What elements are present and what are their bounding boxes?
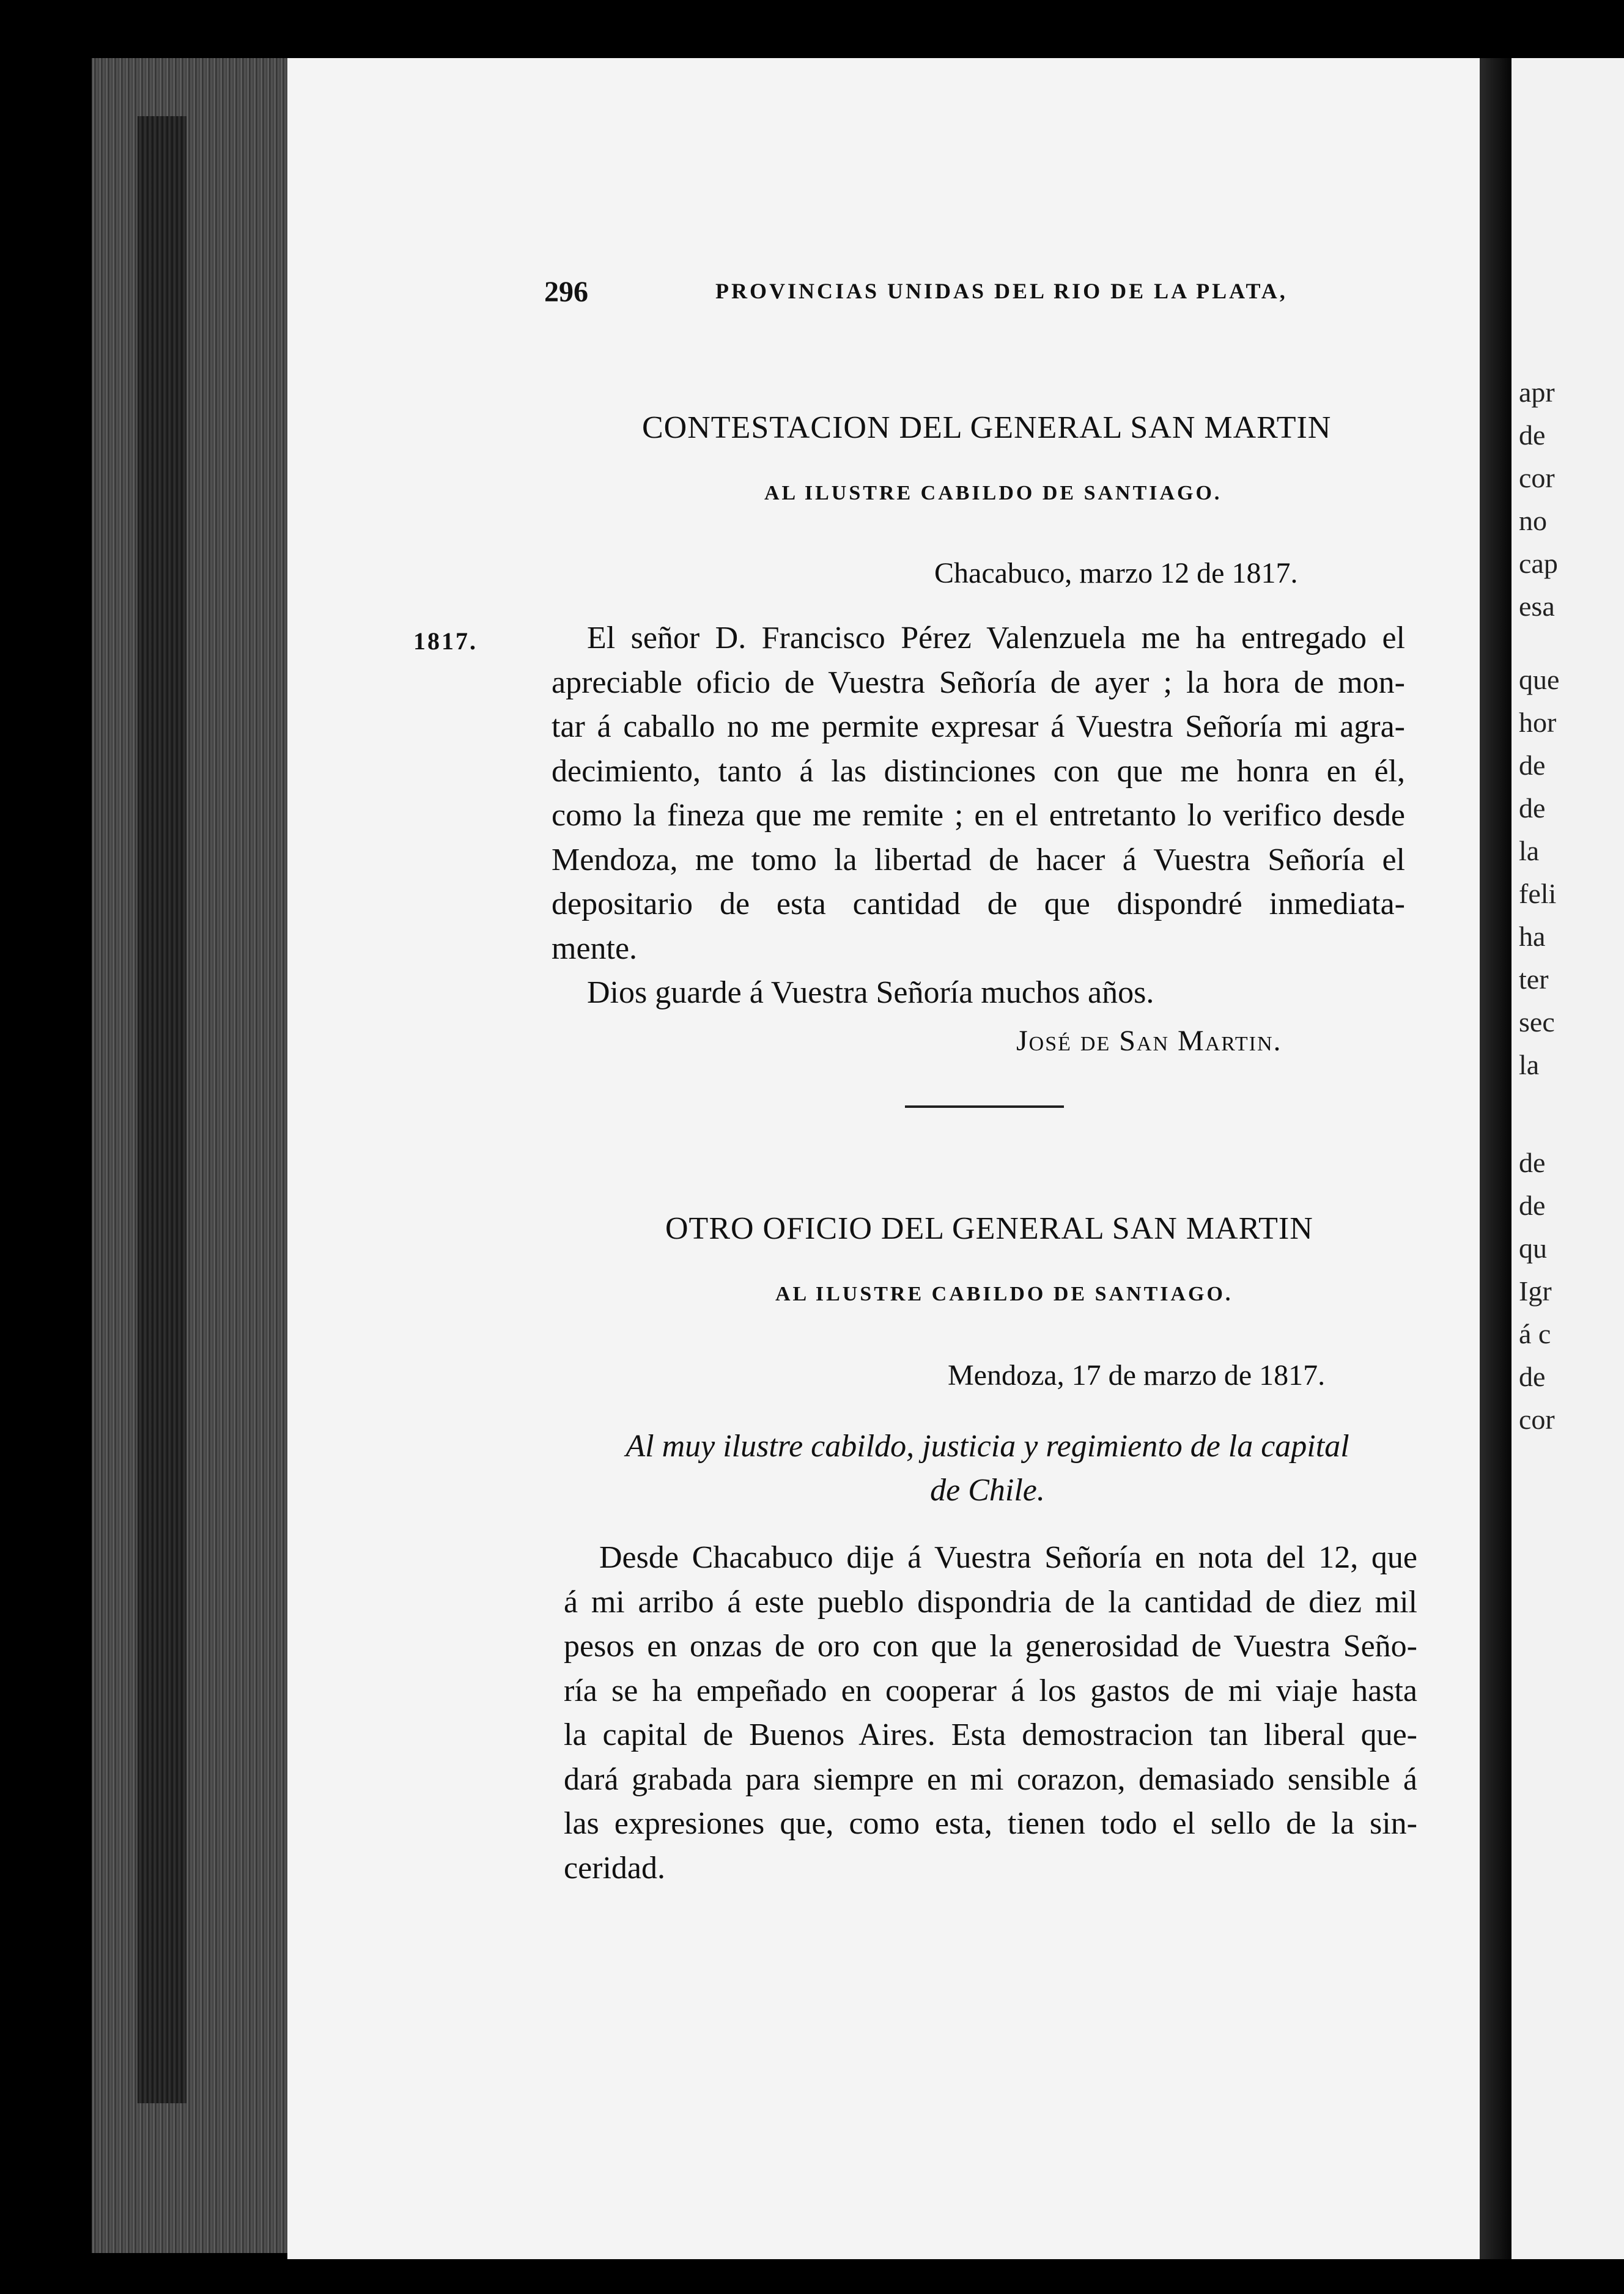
letter2-body (564, 1536, 1417, 1890)
facing-page-fragment: de (1519, 1361, 1546, 1392)
book-page (287, 58, 1480, 2259)
running-head: PROVINCIAS UNIDAS DEL RIO DE LA PLATA, (715, 279, 1288, 303)
letter1-dateline: Chacabuco, marzo 12 de 1817. (934, 557, 1298, 589)
book-fore-edge-shadow (138, 116, 186, 2103)
letter2-address (587, 1425, 1388, 1513)
body-line: apreciable oficio de Vuestra Señoría de ayer ; la hora de mon- (552, 665, 1405, 700)
letter1-closing: Dios guarde á Vuestra Señoría muchos años. (587, 975, 1154, 1010)
facing-page-fragment: de (1519, 1190, 1546, 1221)
facing-page-fragment: Igr (1519, 1275, 1552, 1307)
facing-page-fragment: feli (1519, 878, 1557, 909)
body-line: las expresiones que, como esta, tienen todo el sello de la sin- (564, 1806, 1417, 1841)
body-line: depositario de esta cantidad de que dispondré inmediata- (552, 887, 1405, 921)
body-line: dará grabada para siempre en mi corazon, demasiado sensible á (564, 1761, 1417, 1797)
body-line: como la fineza que me remite ; en el entretanto lo verifico desde (552, 798, 1405, 833)
letter1-body (552, 616, 1405, 1016)
facing-page-fragment: cor (1519, 462, 1555, 493)
section-divider (905, 1105, 1064, 1108)
body-line: ría se ha empeñado en cooperar á los gastos de mi viaje hasta (564, 1673, 1417, 1708)
facing-page-edge (1511, 58, 1624, 2259)
body-line: Desde Chacabuco dije á Vuestra Señoría en nota del 12, que (599, 1540, 1417, 1575)
facing-page-fragment: á c (1519, 1318, 1551, 1349)
facing-page-fragment: la (1519, 1049, 1540, 1080)
body-line: tar á caballo no me permite expresar á Vuestra Señoría mi agra- (552, 709, 1405, 744)
margin-year: 1817. (413, 627, 478, 655)
facing-page-fragment: no (1519, 505, 1547, 536)
book-gutter (1480, 58, 1511, 2259)
address-line: Al muy ilustre cabildo, justicia y regimiento de la capital (626, 1429, 1349, 1464)
body-line: mente. (552, 931, 638, 966)
facing-page-fragment: de (1519, 419, 1546, 451)
body-line: pesos en onzas de oro con que la generosidad de Vuestra Seño- (564, 1629, 1417, 1664)
body-line: El señor D. Francisco Pérez Valenzuela me ha entregado el (587, 621, 1405, 655)
body-line: á mi arribo á este pueblo dispondria de la cantidad de diez mil (564, 1584, 1417, 1620)
facing-page-fragment: ter (1519, 964, 1549, 995)
facing-page-fragment: qu (1519, 1233, 1547, 1264)
facing-page-fragment: de (1519, 1147, 1546, 1178)
address-line: de Chile. (930, 1473, 1045, 1508)
facing-page-fragment: sec (1519, 1006, 1555, 1038)
page-number: 296 (544, 276, 588, 308)
facing-page-fragment: cap (1519, 548, 1558, 579)
facing-page-fragment: apr (1519, 377, 1555, 408)
body-line: ceridad. (564, 1850, 666, 1886)
letter2-subheading: AL ILUSTRE CABILDO DE SANTIAGO. (775, 1283, 1233, 1305)
body-line: decimiento, tanto á las distinciones con que me honra en él, (552, 753, 1405, 789)
letter1-heading: CONTESTACION DEL GENERAL SAN MARTIN (642, 410, 1332, 445)
body-line: la capital de Buenos Aires. Esta demostracion tan liberal que- (564, 1717, 1417, 1752)
facing-page-fragment: que (1519, 664, 1560, 695)
facing-page-fragment: ha (1519, 921, 1546, 952)
facing-page-fragment: hor (1519, 707, 1557, 738)
facing-page-fragment: la (1519, 835, 1540, 866)
facing-page-fragment: cor (1519, 1404, 1555, 1435)
facing-page-fragment: esa (1519, 591, 1555, 622)
letter1-signature: José de San Martin. (1016, 1025, 1282, 1057)
book-fore-edge (92, 58, 312, 2253)
letter1-subheading: AL ILUSTRE CABILDO DE SANTIAGO. (764, 482, 1222, 504)
body-line: Mendoza, me tomo la libertad de hacer á Vuestra Señoría el (552, 842, 1405, 877)
facing-page-fragment: de (1519, 750, 1546, 781)
letter2-heading: OTRO OFICIO DEL GENERAL SAN MARTIN (665, 1211, 1313, 1246)
facing-page-fragment: de (1519, 792, 1546, 824)
letter2-dateline: Mendoza, 17 de marzo de 1817. (948, 1359, 1326, 1392)
